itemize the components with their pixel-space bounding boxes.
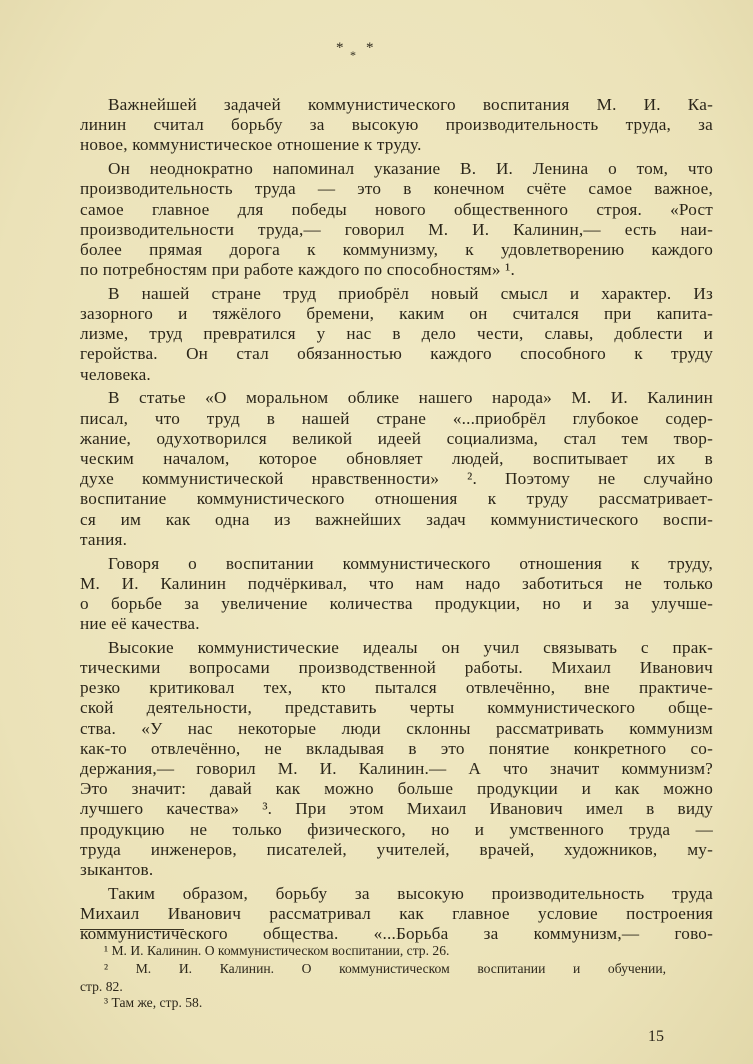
asterisk-icon: *: [350, 48, 356, 62]
text-line: воспитание коммунистического отношения к труду рассматривает-: [80, 489, 713, 509]
paragraph: [80, 284, 713, 385]
footnote-1: ¹ М. И. Калинин. О коммунистическом воспитании, стр. 26.: [104, 943, 450, 958]
text-line: Это значит: давай как можно больше продукции и как можно: [80, 779, 713, 799]
paragraph: [80, 95, 713, 156]
text-line: ства. «У нас некоторые люди склонны рассматривать коммунизм: [80, 718, 713, 738]
page-number: 15: [648, 1028, 664, 1045]
text-line: Таким образом, борьбу за высокую производительность труда: [108, 883, 713, 903]
text-line: писал, что труд в нашей стране «...приобрёл глубокое содер-: [80, 408, 713, 428]
asterisk-icon: *: [366, 40, 374, 56]
text-line: по потребностям при работе каждого по способностям» ¹.: [80, 260, 516, 280]
paragraph: [80, 388, 713, 550]
text-line: производительность труда — это в конечном счёте самое важное,: [80, 179, 713, 199]
paragraph: [80, 159, 713, 280]
text-line: производительности труда,— говорил М. И. Калинин,— есть наи-: [80, 219, 713, 239]
text-line: Высокие коммунистические идеалы он учил связывать с прак-: [108, 637, 713, 657]
text-line: новое, коммунистическое отношение к труду.: [80, 135, 422, 155]
paragraph: [80, 884, 713, 945]
main-text: [80, 95, 713, 948]
text-line: зыкантов.: [80, 859, 154, 879]
text-line: лизме, труд превратился у нас в дело чести, славы, доблести и: [80, 324, 713, 344]
footnote-divider: [80, 929, 184, 930]
text-line: как-то отвлечённо, не вкладывая в это понятие конкретного со-: [80, 738, 713, 758]
text-line: В нашей стране труд приобрёл новый смысл и характер. Из: [108, 283, 713, 303]
text-line: Он неоднократно напоминал указание В. И. Ленина о том, что: [108, 159, 713, 179]
text-line: геройства. Он стал обязанностью каждого способного к труду: [80, 344, 713, 364]
text-line: Говоря о воспитании коммунистического отношения к труду,: [108, 553, 713, 573]
text-line: Михаил Иванович рассматривал как главное условие построения: [80, 903, 713, 923]
text-line: духе коммунистической нравственности» ². Поэтому не случайно: [80, 469, 713, 489]
text-line: держания,— говорил М. И. Калинин.— А что значит коммунизм?: [80, 758, 713, 778]
text-line: ской деятельности, представить черты коммунистического обще-: [80, 698, 713, 718]
text-line: жание, одухотворился великой идеей социализма, стал тем твор-: [80, 428, 713, 448]
asterisk-icon: *: [336, 40, 344, 56]
text-line: резко критиковал тех, кто пытался отвлечённо, вне практиче-: [80, 678, 713, 698]
text-line: продукцию не только физического, но и умственного труда —: [80, 819, 713, 839]
footnote-2-cont: стр. 82.: [80, 979, 123, 994]
text-line: ние её качества.: [80, 614, 200, 634]
text-line: ся им как одна из важнейших задач коммунистического воспи-: [80, 509, 713, 529]
text-line: о борьбе за увеличение количества продукции, но и за улучше-: [80, 593, 713, 613]
text-line: линин считал борьбу за высокую производительность труда, за: [80, 115, 713, 135]
footnote-2: ² М. И. Калинин. О коммунистическом воспитании и обучении,: [104, 961, 666, 976]
text-line: зазорного и тяжёлого бремени, каким он считался при капита-: [80, 304, 713, 324]
text-line: М. И. Калинин подчёркивал, что нам надо заботиться не только: [80, 573, 713, 593]
text-line: человека.: [80, 364, 151, 384]
text-line: тания.: [80, 529, 128, 549]
footnotes: [80, 942, 666, 1012]
text-line: тическими вопросами производственной работы. Михаил Иванович: [80, 658, 713, 678]
text-line: Важнейшей задачей коммунистического воспитания М. И. Ка-: [108, 95, 713, 114]
text-line: В статье «О моральном облике нашего народа» М. И. Калинин: [108, 388, 713, 408]
text-line: ческим началом, которое обновляет людей, воспитывает их в: [80, 448, 713, 468]
section-ornament: [330, 40, 390, 70]
text-line: более прямая дорога к коммунизму, к удовлетворению каждого: [80, 239, 713, 259]
text-line: лучшего качества» ³. При этом Михаил Иванович имел в виду: [80, 799, 713, 819]
text-line: самое главное для победы нового общественного строя. «Рост: [80, 199, 713, 219]
paragraph: [80, 554, 713, 635]
text-line: труда инженеров, писателей, учителей, врачей, художников, му-: [80, 839, 713, 859]
footnote-3: ³ Там же, стр. 58.: [104, 995, 203, 1010]
paragraph: [80, 638, 713, 880]
text-line: коммунистического общества. «...Борьба за коммунизм,— гово-: [80, 924, 713, 944]
